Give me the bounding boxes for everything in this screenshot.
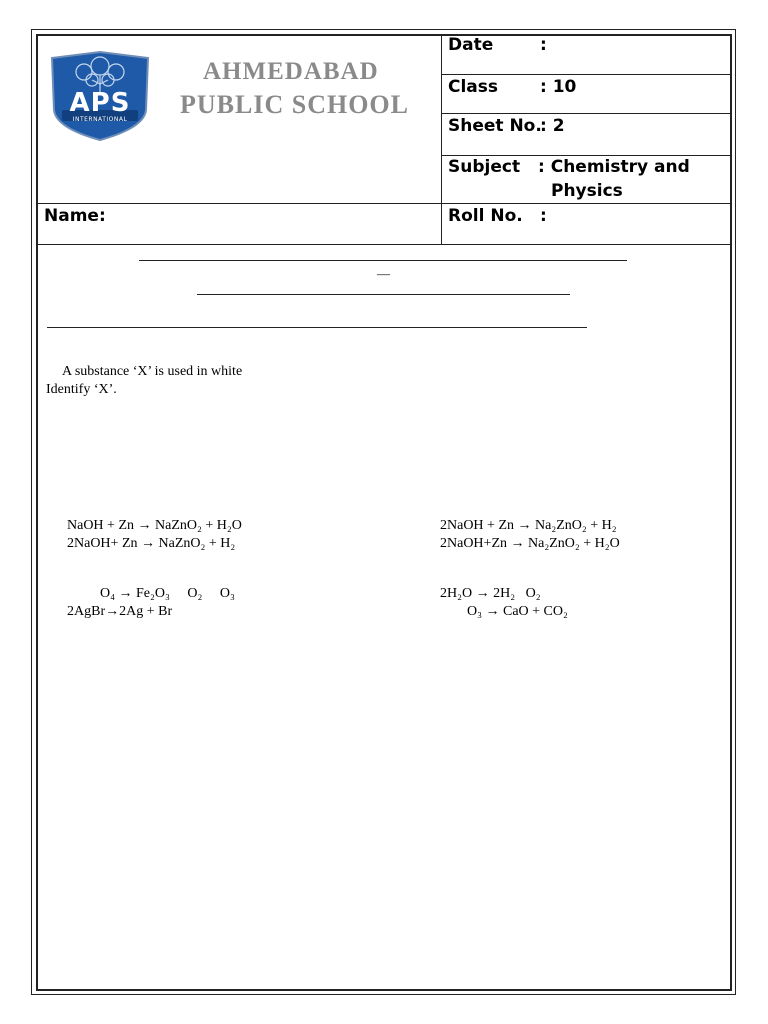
section-rule (47, 327, 587, 328)
question-line-2: Identify ‘X’. (46, 382, 117, 397)
subject-value-line1: : Chemistry and (538, 157, 690, 177)
equation-left-4: 2AgBr→2Ag + Br (67, 604, 173, 619)
equation-right-3: 2H₂O → 2H₂ O₂ (440, 586, 541, 601)
date-separator: : (540, 35, 547, 55)
page-inner-border (36, 34, 732, 991)
school-name-line2: PUBLIC SCHOOL (180, 90, 409, 119)
subject-label: Subject (448, 157, 521, 177)
question-line-1: A substance ‘X’ is used in white (62, 364, 243, 379)
logo-text: APS (69, 88, 131, 118)
school-name-line1: AHMEDABAD (203, 58, 379, 85)
sheet-number-value: : 2 (540, 116, 565, 136)
roll-number-label: Roll No. (448, 206, 523, 226)
dash-mark: — (377, 266, 390, 281)
subject-value-line2: Physics (551, 181, 623, 201)
title-rule-top (139, 260, 627, 261)
logo-subtext: INTERNATIONAL (72, 116, 128, 123)
equation-left-2: 2NaOH+ Zn → NaZnO₂ + H₂ (67, 536, 236, 551)
date-label: Date (448, 35, 494, 55)
equation-right-2: 2NaOH+Zn → Na₂ZnO₂ + H₂O (440, 536, 620, 551)
roll-number-separator: : (540, 206, 547, 226)
header-rule-date (441, 74, 732, 75)
equation-left-3: O₄ → Fe₂O₃ O₂ O₃ (100, 586, 235, 601)
header-rule-class (441, 113, 732, 114)
header-rule-subject (36, 203, 732, 204)
equation-right-1: 2NaOH + Zn → Na₂ZnO₂ + H₂ (440, 518, 617, 533)
name-label: Name: (44, 206, 106, 226)
equation-right-4: O₃ → CaO + CO₂ (467, 604, 568, 619)
class-label: Class (448, 77, 499, 97)
header-rule-name (36, 244, 732, 245)
title-rule-bottom (197, 294, 570, 295)
class-value: : 10 (540, 77, 577, 97)
header-rule-sheet (441, 155, 732, 156)
sheet-number-label: Sheet No. (448, 116, 542, 136)
header-divider-vertical (441, 34, 442, 244)
equation-left-1: NaOH + Zn → NaZnO₂ + H₂O (67, 518, 242, 533)
